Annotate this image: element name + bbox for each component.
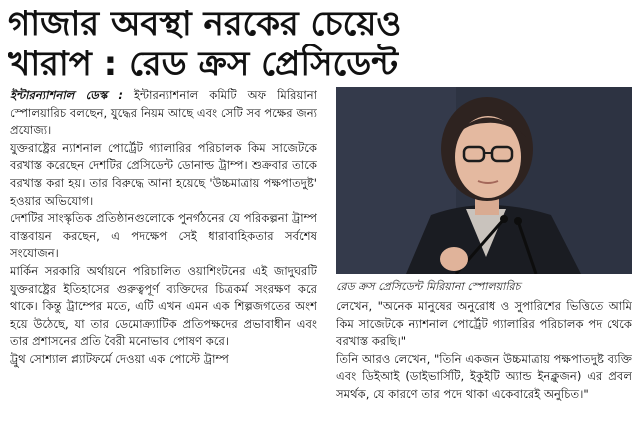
headline-line-2: খারাপ : রেড ক্রস প্রেসিডেন্ট [8, 44, 398, 84]
portrait-illustration [336, 87, 632, 274]
article-photo [336, 87, 632, 274]
photo-caption: রেড ক্রস প্রেসিডেন্ট মিরিয়ানা স্পোলয়ারিচ [336, 280, 521, 293]
paragraph-5: ট্রুথ সোশ্যাল প্ল্যাটফর্মে দেওয়া এক পোস্টে ট্রাম্প [10, 351, 229, 366]
article-lead [10, 87, 317, 140]
article-column-left [10, 87, 317, 443]
paragraph-4: মার্কিন সরকারি অর্থায়নে পরিচালিত ওয়াশিংটনের এই জাদুঘরটি যুক্তরাষ্ট্রের ইতিহাসের গুরুত্বপূর্ণ ব্যক্তিদের চিত্রকর্ম সংরক্ষণ করে থাকে। কিন্তু ট্রাম্পের মতে, এটি এখন এমন এক শিল্পজগতের অংশ হয়ে উঠেছে, যা তার ডেমোক্র্যাটিক প্রতিপক্ষদের প্রভাবাধীন এবং তার প্রশাসনের প্রতি বৈরী মনোভাব পোষণ করে। [10, 263, 317, 349]
paragraph-2: যুক্তরাষ্ট্রের ন্যাশনাল পোর্ট্রেট গ্যালারির পরিচালক কিম সাজেটকে বরখাস্ত করেছেন দেশটির প্রেসিডেন্ট ডোনাল্ড ট্রাম্প। শুক্রবার তাকে বরখাস্ত করা হয়। তার বিরুদ্ধে আনা হয়েছে 'উচ্চমাত্রায় পক্ষপাতদুষ্ট' হওয়ার অভিযোগ। [10, 140, 317, 208]
dateline: ইন্টারন্যাশনাল ডেস্ক : [10, 88, 124, 102]
article-column-right [336, 298, 632, 443]
paragraph-7: তিনি আরও লেখেন, "তিনি একজন উচ্চমাত্রায় পক্ষপাতদুষ্ট ব্যক্তি এবং ডিইআই (ডাইভার্সিটি, ইকুইটি অ্যান্ড ইনক্লুজন) এর প্রবল সমর্থক, যে কারণে তার পদে থাকা একেবারেই অনুচিত।" [336, 351, 632, 401]
headline [8, 4, 633, 84]
headline-line-1: গাজার অবস্থা নরকের চেয়েও [8, 4, 402, 44]
paragraph-6: লেখেন, "অনেক মানুষের অনুরোধ ও সুপারিশের ভিত্তিতে আমি কিম সাজেটকে ন্যাশনাল পোর্ট্রেট গ্যালারির পরিচালক পদ থেকে বরখাস্ত করছি।" [336, 299, 632, 349]
paragraph-3: দেশটির সাংস্কৃতিক প্রতিষ্ঠানগুলোকে পুনর্গঠনের যে পরিকল্পনা ট্রাম্প বাস্তবায়ন করছেন, এ পদক্ষেপ সেই ধারাবাহিকতার সর্বশেষ সংযোজন। [10, 211, 317, 261]
paragraph-1: ইন্টারন্যাশনাল কমিটি অফ মিরিয়ানা স্পোলয়ারিচ বলছেন, যুদ্ধের নিয়ম আছে এবং সেটি সব পক্ষের জন্য প্রযোজ্য। [10, 88, 317, 138]
